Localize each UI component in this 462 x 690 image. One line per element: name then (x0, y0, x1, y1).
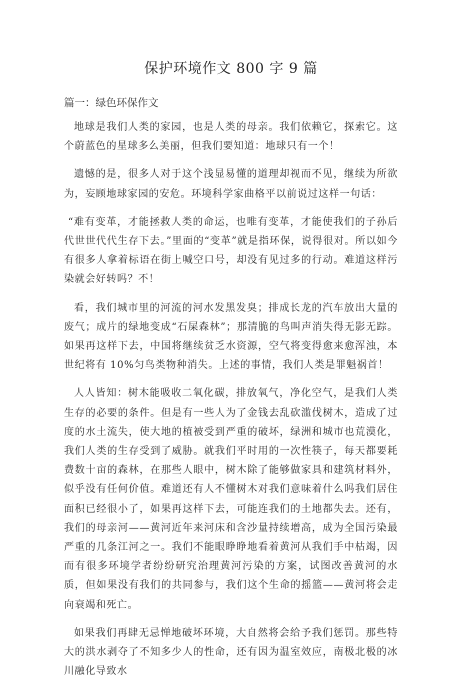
document-title: 保护环境作文 800 字 9 篇 (144, 61, 318, 77)
section-heading: 篇一：绿色环保作文 (64, 97, 159, 109)
paragraph-5: 人人皆知：树木能吸收二氧化碳，排放氧气，净化空气，是我们人类生存的必要的条件。但是有一些人为了金钱去乱砍滥伐树木，造成了过度的水土流失，使大地的植被受到严重的破坏，绿洲和城市也荒漠化，我们人类的生存受到了威胁。就我们平时用的一次性筷子，每天都要耗费数十亩的森林，在那些人眼中，树木除了能够做家具和建筑材料外，似乎没有任何价值。难道还有人不懂树木对我们意味着什么吗我们居住面积已经很小了，如果再这样下去，可能连我们的土地都失去。还有，我们的母亲河——黄河近年来河床和含沙量持续增高，成为全国污染最严重的几条江河之一。我们不能眼睁睁地看着黄河从我们手中枯竭，因而有很多环境学者纷纷研究治理黄河污染的方案，试图改善黄河的水质，但如果没有我们的共同参与，我们这个生命的摇篮——黄河将会走向衰竭和死亡。 (64, 388, 398, 611)
paragraph-3: “难有变革，才能拯救人类的命运，也唯有变革，才能使我们的子孙后代世世代代生存下去。”里面的“变革”就是指环保，说得很对。所以如今有很多人拿着标语在街上喊空口号，却没有见过多的行动。难道这样污染就会好转吗？不！ (64, 216, 398, 286)
paragraph-2: 遗憾的是，很多人对于这个浅显易懂的道理却视而不见，继续为所欲为，妄顾地球家园的安危。环境科学家曲格平以前说过这样一句话： (64, 169, 398, 200)
paragraph-1: 地球是我们人类的家园，也是人类的母亲。我们依赖它，探索它。这个蔚蓝色的星球多么美丽，但我们要知道：地球只有一个！ (64, 122, 398, 153)
paragraph-4: 看，我们城市里的河流的河水发黑发臭；排成长龙的汽车放出大量的废气；成片的绿地变成“石屎森林”；那清脆的鸟叫声消失得无影无踪。如果再这样下去，中国将继续贫乏水资源，空气将变得愈来愈浑浊，本世纪将有 10%匀鸟类物种消失。上述的事情，我们人类是罪魁祸首！ (64, 302, 398, 372)
paragraph-6: 如果我们再肆无忌惮地破坏环境，大自然将会给予我们惩罚。那些特大的洪水剥夺了不知多少人的性命，还有因为温室效应，南极北极的冰川融化导致水 (64, 627, 398, 678)
document-body (64, 118, 398, 690)
